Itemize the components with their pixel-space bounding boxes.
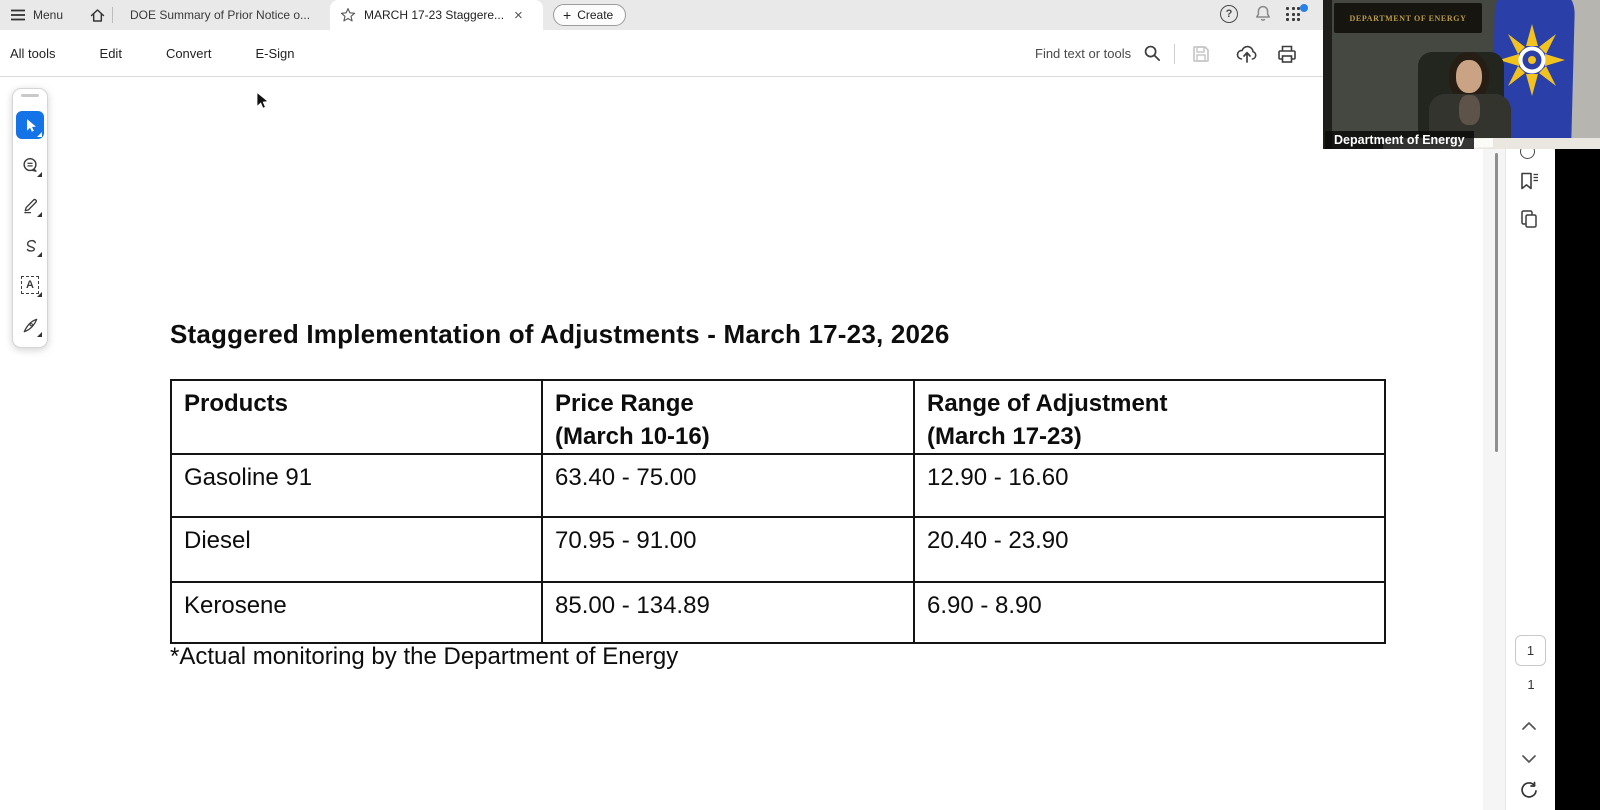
flyout-indicator bbox=[37, 132, 42, 137]
video-wall-sign: DEPARTMENT OF ENERGY bbox=[1334, 3, 1482, 33]
table-row bbox=[171, 454, 1385, 517]
plus-icon: + bbox=[563, 7, 572, 23]
bookmarks-button[interactable] bbox=[1513, 165, 1545, 197]
cell-price-range: 70.95 - 91.00 bbox=[542, 517, 914, 582]
next-page-button[interactable] bbox=[1513, 743, 1545, 775]
previous-page-button[interactable] bbox=[1513, 710, 1545, 742]
help-button[interactable] bbox=[1220, 5, 1238, 23]
cell-price-range: 63.40 - 75.00 bbox=[542, 454, 914, 517]
current-page: 1 bbox=[1526, 643, 1535, 658]
cell-product: Kerosene bbox=[171, 582, 542, 643]
header-adjustment: Range of Adjustment (March 17-23) bbox=[914, 380, 1385, 454]
cell-adjustment: 20.40 - 23.90 bbox=[914, 517, 1385, 582]
screen-share-letterbox bbox=[1555, 149, 1600, 810]
home-button[interactable] bbox=[86, 5, 108, 25]
tab-doe-summary[interactable] bbox=[124, 0, 324, 30]
cell-adjustment: 6.90 - 8.90 bbox=[914, 582, 1385, 643]
create-label: Create bbox=[577, 8, 614, 22]
add-text-tool-button[interactable] bbox=[16, 271, 44, 299]
video-caption: Department of Energy bbox=[1325, 131, 1474, 149]
select-tool-button[interactable] bbox=[16, 111, 44, 139]
tab-march-17-23-label: MARCH 17-23 Staggere... bbox=[364, 8, 504, 22]
quick-tools-palette bbox=[12, 88, 48, 348]
tab-doe-summary-label: DOE Summary of Prior Notice o... bbox=[130, 8, 311, 22]
header-products: Products bbox=[171, 380, 542, 454]
cloud-upload-icon bbox=[1235, 43, 1259, 65]
page-thumbnails-button[interactable] bbox=[1513, 203, 1545, 235]
tabbar-divider bbox=[112, 7, 113, 23]
esign-button[interactable]: E-Sign bbox=[255, 46, 295, 61]
flyout-indicator bbox=[37, 252, 42, 257]
convert-button[interactable]: Convert bbox=[165, 46, 212, 61]
document-title: Staggered Implementation of Adjustments - March 17-23, 2026 bbox=[170, 319, 950, 349]
doe-seal-icon bbox=[1499, 22, 1565, 103]
video-wall-right bbox=[1571, 0, 1600, 149]
scrollbar-track[interactable] bbox=[1483, 77, 1505, 810]
header-price-range: Price Range (March 10-16) bbox=[542, 380, 914, 454]
hamburger-icon bbox=[10, 8, 26, 22]
document-page bbox=[0, 77, 1505, 810]
save-button[interactable] bbox=[1190, 43, 1212, 65]
cell-price-range: 85.00 - 134.89 bbox=[542, 582, 914, 643]
draw-pencil-tool-button[interactable] bbox=[16, 191, 44, 219]
cell-adjustment: 12.90 - 16.60 bbox=[914, 454, 1385, 517]
create-button[interactable] bbox=[553, 4, 626, 26]
bookmark-icon bbox=[1518, 171, 1540, 191]
cell-product: Diesel bbox=[171, 517, 542, 582]
printer-icon bbox=[1276, 43, 1298, 65]
text-box-icon: A bbox=[21, 276, 39, 294]
page-number-input[interactable] bbox=[1515, 635, 1546, 666]
table-footnote: *Actual monitoring by the Department of Energy bbox=[170, 643, 679, 670]
lasso-tool-button[interactable] bbox=[16, 231, 44, 259]
palette-drag-handle[interactable] bbox=[21, 94, 39, 97]
save-icon bbox=[1190, 43, 1212, 65]
flyout-indicator bbox=[37, 172, 42, 177]
speaker-video-overlay bbox=[1323, 0, 1600, 149]
find-text-button[interactable] bbox=[1035, 30, 1162, 77]
select-arrow-icon bbox=[22, 117, 39, 134]
apps-notification-dot bbox=[1300, 4, 1308, 12]
tab-close-icon[interactable]: × bbox=[514, 6, 523, 24]
menu-button[interactable] bbox=[10, 4, 63, 26]
price-table bbox=[170, 379, 1386, 644]
search-icon bbox=[1143, 44, 1162, 63]
pages-icon bbox=[1519, 209, 1539, 229]
print-button[interactable] bbox=[1276, 43, 1298, 65]
flyout-indicator bbox=[37, 212, 42, 217]
refresh-icon bbox=[1519, 781, 1539, 801]
speaker-face bbox=[1456, 60, 1482, 93]
menu-label: Menu bbox=[33, 8, 64, 22]
table-header-row bbox=[171, 380, 1385, 454]
page-total: 1 bbox=[1527, 677, 1535, 692]
scrollbar-thumb[interactable] bbox=[1495, 153, 1498, 452]
bell-icon bbox=[1253, 4, 1273, 24]
edit-button[interactable]: Edit bbox=[99, 46, 122, 61]
video-background-doorway bbox=[1323, 0, 1332, 149]
mouse-cursor bbox=[256, 92, 270, 115]
fill-sign-tool-button[interactable] bbox=[16, 311, 44, 339]
apps-button[interactable] bbox=[1286, 5, 1308, 25]
all-tools-button[interactable]: All tools bbox=[10, 46, 56, 61]
notifications-button[interactable] bbox=[1253, 4, 1273, 24]
table-row bbox=[171, 517, 1385, 582]
comment-tool-button[interactable] bbox=[16, 151, 44, 179]
flyout-indicator bbox=[37, 332, 42, 337]
right-panel bbox=[1505, 77, 1555, 810]
toolbar-divider bbox=[1174, 44, 1175, 64]
star-icon[interactable] bbox=[340, 7, 356, 23]
chevron-up-icon bbox=[1521, 721, 1537, 731]
refresh-button[interactable] bbox=[1513, 775, 1545, 807]
tab-march-17-23[interactable] bbox=[330, 0, 543, 30]
home-icon bbox=[89, 7, 106, 24]
chevron-down-icon bbox=[1521, 754, 1537, 764]
share-button[interactable] bbox=[1235, 43, 1257, 65]
table-row bbox=[171, 582, 1385, 643]
find-label: Find text or tools bbox=[1035, 46, 1132, 61]
apps-grid-icon bbox=[1286, 7, 1301, 22]
speaker-scarf bbox=[1459, 95, 1480, 125]
question-icon: ? bbox=[1225, 8, 1233, 20]
flyout-indicator bbox=[37, 292, 42, 297]
cell-product: Gasoline 91 bbox=[171, 454, 542, 517]
